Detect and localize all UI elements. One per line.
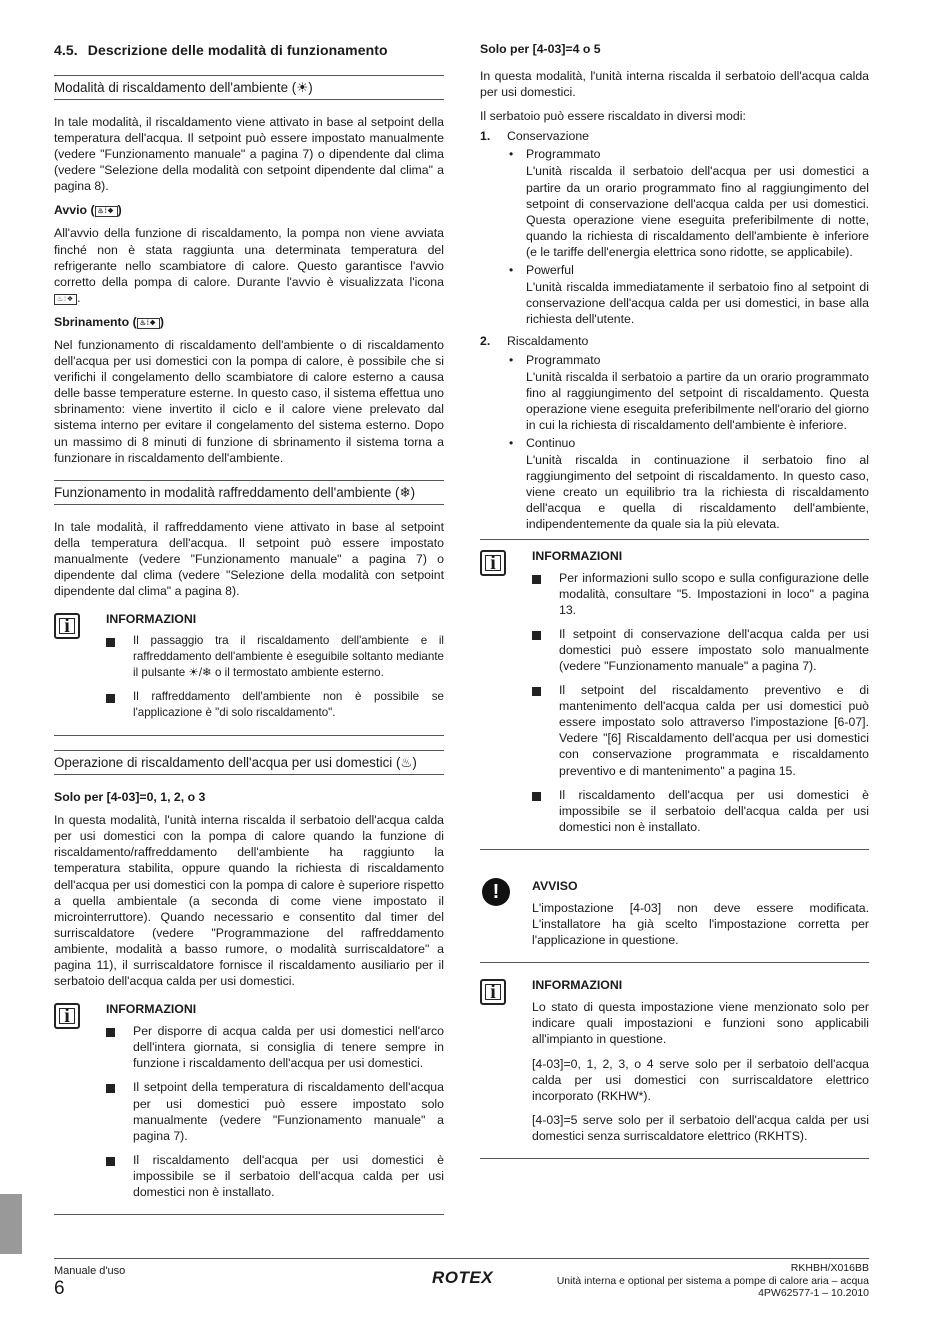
warning-box	[480, 864, 869, 963]
mode-item-1: 1. Conservazione • Programmato L'unità riscalda il serbatoio dell'acqua per usi domestici a partire da un orario programmato fino al raggiungimento del setpoint di conservazione dell'acqua calda per usi domestici. Questa operazione viene eseguita preferibilmente di notte, quando la richiesta di riscaldamento dell'ambiente è inferiore (e le tariffe dell'energia elettrica sono ridotte, se applicabile). • Powerful L'unità riscalda immediatamente il serbatoio fino al setpoint di conservazione dell'acqua calda per usi domestici, in base alla richiesta dell'utente.	[480, 128, 869, 327]
left-column	[54, 38, 444, 1229]
heating-paragraph: In tale modalità, il riscaldamento viene attivato in base al setpoint della temperatura dell'acqua. Il setpoint può essere impostato manualmente (vedere "Funzionamento manuale" a pagina 7) o dipendente dal clima (vedere "Selezione della modalità con setpoint dipendente dal clima" a pagina 8).	[54, 115, 444, 194]
list-item: Il setpoint della temperatura di riscaldamento dell'acqua per usi domestici può essere impostato solo manualmente (vedere "Funzionamento manuale" a pagina 7).	[106, 1079, 444, 1143]
footer-description: Unità interna e optional per sistema a pompe di calore aria – acqua	[556, 1274, 869, 1287]
dhw-heading: Operazione di riscaldamento dell'acqua per usi domestici (♨)	[54, 750, 444, 775]
mode-sub-item: • Programmato L'unità riscalda il serbatoio a partire da un orario programmato fino al raggiungimento del setpoint di riscaldamento. Questa operazione viene eseguita preferibilmente nell'orario del giorno in cui la richiesta di riscaldamento dell'ambiente è inferiore.	[507, 352, 869, 433]
mode-sub-item: • Continuo L'unità riscalda in continuazione il serbatoio fino al raggiungimento del setpoint di riscaldamento. In questo caso, viene creato un equilibrio tra la richiesta di riscaldamento dell'acqua e quella di riscaldamento dell'ambiente, indipendentemente da quale sia la più elevata.	[507, 435, 869, 533]
page-number: 6	[54, 1278, 65, 1299]
dhw-paragraph: In questa modalità, l'unità interna riscalda il serbatoio dell'acqua calda per usi domestici con la pompa di calore quando la funzione di riscaldamento/raffreddamento dell'ambiente ha raggiunto la temperatura stabilita, oppure quando la richiesta di riscaldamento dell'acqua per usi domestici con la pompa di calore è superiore rispetto a quella ambientale (a seconda di come viene impostato il microinterruttore). Quando necessario e consentito dal timer del surriscaldatore (vedere "Programmazione del raffreddamento ambiente, modalità a basso rumore, o modalità surriscaldatore" a pagina 11), il surriscaldatore fornisce il riscaldamento ausiliario per il serbatoio dell'acqua calda per usi domestici.	[54, 813, 444, 989]
section-number: 4.5.	[54, 42, 78, 58]
dhw-info-box	[54, 1001, 444, 1215]
right-paragraph-1: In questa modalità, l'unità interna riscalda il serbatoio dell'acqua calda per usi domestici.	[480, 69, 869, 100]
warning-title: AVVISO	[532, 878, 578, 893]
right-info-box-1	[480, 539, 869, 850]
footer-doc-code: 4PW62577-1 – 10.2010	[758, 1287, 869, 1300]
info-title: INFORMAZIONI	[532, 548, 623, 563]
mode-sub-item: • Programmato L'unità riscalda il serbatoio dell'acqua per usi domestici a partire da un orario programmato fino al raggiungimento del setpoint di conservazione dell'acqua calda per usi domestici. Questa operazione viene eseguita preferibilmente di notte, quando la richiesta di riscaldamento dell'ambiente è inferiore (e le tariffe dell'energia elettrica sono ridotte, se applicabile).	[507, 146, 869, 260]
info-icon: i	[480, 979, 506, 1005]
startup-display-icon: ♨⦙❖	[54, 294, 77, 305]
right-column	[480, 38, 869, 1173]
rotex-logo: ROTEX	[432, 1268, 494, 1287]
cooling-paragraph: In tale modalità, il raffreddamento viene attivato in base al setpoint della temperatura dell'acqua. Il setpoint può essere impostato manualmente (vedere "Funzionamento manuale" a pagina 7) o dipendente dal clima (vedere "Selezione della modalità con setpoint dipendente dal clima" a pagina 8).	[54, 519, 444, 599]
warning-text: L'impostazione [4-03] non deve essere modificata. L'installatore ha già scelto l'impostazione corretta per l'applicazione in questione.	[532, 900, 869, 948]
heating-heading: Modalità di riscaldamento dell'ambiente (☀)	[54, 75, 444, 100]
mode-sub-item: • Powerful L'unità riscalda immediatamente il serbatoio fino al setpoint di conservazione dell'acqua calda per usi domestici, in base alla richiesta dell'utente.	[507, 262, 869, 327]
warning-icon: !	[482, 878, 510, 906]
startup-paragraph: All'avvio della funzione di riscaldamento, la pompa non viene avviata finché non è stata raggiunta una determinata temperatura del refrigerante nello scambiatore di calore. Questo garantisce l'avvio corretto della pompa di calore. Durante l'avvio è visualizzata l'icona ♨⦙❖ .	[54, 226, 444, 305]
right-sub-heading: Solo per [4-03]=4 o 5	[480, 42, 601, 56]
dhw-sub-heading: Solo per [4-03]=0, 1, 2, o 3	[54, 790, 206, 805]
info-title: INFORMAZIONI	[532, 978, 623, 993]
list-item: Il raffreddamento dell'ambiente non è possibile se l'applicazione è "di solo riscaldamento".	[106, 689, 444, 721]
defrost-paragraph: Nel funzionamento di riscaldamento dell'ambiente o di riscaldamento dell'acqua per usi domestici con la pompa di calore, è possibile che si verifichi il congelamento dello scambiatore di calore esterno a causa delle basse temperature esterne. In questo caso, il sistema effettua uno sbrinamento: viene invertito il ciclo e il calore viene prelevato dal sistema interno per evitare il congelamento del sistema esterno. Dopo un massimo di 8 minuti di funzione di sbrinamento il sistema torna a funzionare in riscaldamento dell'ambiente.	[54, 337, 444, 465]
info-title: INFORMAZIONI	[106, 612, 197, 627]
info-title: INFORMAZIONI	[106, 1002, 197, 1017]
cooling-info-box	[54, 611, 444, 736]
right-info-box-2: i INFORMAZIONI Lo stato di questa impostazione viene menzionato solo per indicare quali impostazioni e funzioni sono applicabili all'impianto in questione. [4-03]=0, 1, 2, 3, o 4 serve solo per il serbatoio dell'acqua calda per usi domestici con surriscaldatore elettrico incorporato (RKHW*). [4-03]=5 serve solo per il serbatoio dell'acqua calda per usi domestici senza surriscaldatore elettrico (RKHTS).	[480, 977, 869, 1159]
section-title-text: Descrizione delle modalità di funzionamento	[87, 42, 388, 58]
startup-display-icon: ♨⦙❖	[95, 206, 118, 217]
info-icon: i	[54, 1003, 80, 1029]
side-tab	[0, 1194, 22, 1254]
defrost-heading: Sbrinamento ( ♨⦙❖ )	[54, 314, 164, 329]
footer-divider	[54, 1258, 869, 1259]
startup-heading: Avvio ( ♨⦙❖ )	[54, 203, 122, 218]
list-item: Per informazioni sullo scopo e sulla configurazione delle modalità, consultare "5. Impostazioni in loco" a pagina 13.	[532, 570, 869, 618]
footer-model: RKHBH/X016BB	[790, 1262, 869, 1274]
footer-info	[557, 1262, 869, 1300]
info-icon: i	[480, 550, 506, 576]
list-item: Il passaggio tra il riscaldamento dell'ambiente e il raffreddamento dell'ambiente è eseguibile soltanto mediante il pulsante ☀/❄ o il termostato ambiente esterno.	[106, 633, 444, 681]
list-item: Il setpoint di conservazione dell'acqua calda per usi domestici può essere impostato solo manualmente (vedere "Funzionamento manuale" a pagina 7).	[532, 626, 869, 674]
list-item: Per disporre di acqua calda per usi domestici nell'arco dell'intera giornata, si consiglia di tenere sempre in funzione i riscaldamento dell'acqua per usi domestici.	[106, 1023, 444, 1071]
info-icon: i	[54, 613, 80, 639]
cooling-heading: Funzionamento in modalità raffreddamento dell'ambiente (❄)	[54, 480, 444, 505]
right-paragraph-2: Il serbatoio può essere riscaldato in diversi modi:	[480, 109, 746, 124]
mode-item-2: 2. Riscaldamento • Programmato L'unità riscalda il serbatoio a partire da un orario programmato fino al raggiungimento del setpoint di riscaldamento. Questa operazione viene eseguita preferibilmente nell'orario del giorno in cui la richiesta di riscaldamento dell'ambiente è inferiore. • Continuo L'unità riscalda in continuazione il serbatoio fino al raggiungimento del setpoint di riscaldamento. In questo caso, viene creato un equilibrio tra la richiesta di riscaldamento dell'acqua e quella di riscaldamento dell'ambiente, indipendentemente da quale sia la più elevata.	[480, 333, 869, 532]
section-title	[54, 42, 444, 58]
defrost-display-icon: ♨⦙❖	[137, 318, 160, 329]
list-item: Il riscaldamento dell'acqua per usi domestici è impossibile se il serbatoio dell'acqua calda per usi domestici non è installato.	[106, 1152, 444, 1200]
list-item: Il riscaldamento dell'acqua per usi domestici è impossibile se il serbatoio dell'acqua calda per usi domestici non è installato.	[532, 787, 869, 835]
footer-manual-label: Manuale d'uso	[54, 1265, 126, 1277]
list-item: Il setpoint del riscaldamento preventivo e di mantenimento dell'acqua calda per usi domestici può essere impostato solo attraverso l'impostazione [6-07]. Vedere "[6] Riscaldamento dell'acqua per usi domestici con conservazione programmata e riscaldamento preventivo e di mantenimento" a pagina 15.	[532, 682, 869, 779]
